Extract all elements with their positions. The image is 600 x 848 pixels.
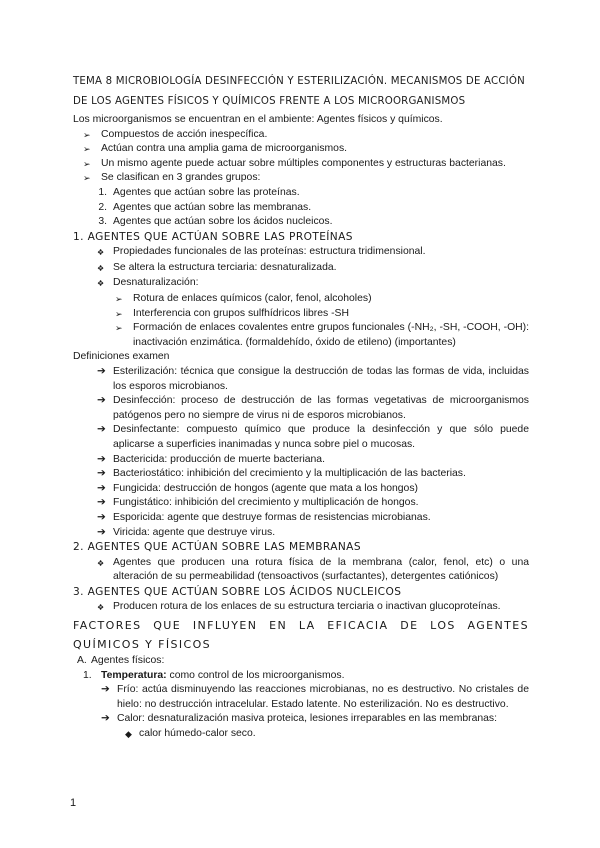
arrowhead-bullet-icon: ➢ [115,308,123,319]
document-body [73,113,529,741]
list-item: ➢ Actúan contra una amplia gama de microorganismos. [73,142,529,157]
right-arrow-icon: ➔ [97,453,106,465]
section1-heading: 1. AGENTES QUE ACTÚAN SOBRE LAS PROTEÍNAS [73,230,353,243]
definition-item: ➔ Esporicida: agente que destruye formas de resistencias microbianas. [73,511,529,526]
page-number: 1 [70,797,77,809]
right-arrow-icon: ➔ [97,497,106,509]
right-arrow-icon: ➔ [97,526,106,538]
intro-line: Los microorganismos se encuentran en el ambiente: Agentes físicos y químicos. [73,114,443,125]
definition-item: ➔ Desinfección: proceso de destrucción de las formas vegetativas de microorganismos patógenos pero no siempre de virus ni de esporos microbianos. [73,394,529,423]
diamond-bullet-icon: ❖ [97,263,105,273]
definitions-heading: Definiciones examen [73,351,170,363]
definition-item: ➔ Bactericida: producción de muerte bacteriana. [73,453,529,468]
list-item: ❖ Producen rotura de los enlaces de su estructura terciaria o inactivan glucoproteínas. [73,600,529,616]
calor-item: ➔ Calor: desnaturalización masiva proteica, lesiones irreparables en las membranas: [73,712,529,727]
definition-item: ➔ Fungistático: inhibición del crecimiento y multiplicación de hongos. [73,496,529,511]
group-list-item: 3. Agentes que actúan sobre los ácidos nucleicos. [98,216,333,228]
group-list-item: 2. Agentes que actúan sobre las membranas. [98,201,312,213]
sub-list-item: ➢ Rotura de enlaces químicos (calor, fenol, alcoholes) [73,292,529,307]
black-diamond-bullet-icon: ◆ [125,728,132,739]
right-arrow-icon: ➔ [97,511,106,523]
diamond-bullet-icon: ❖ [97,558,105,568]
arrowhead-bullet-icon: ➢ [83,158,91,169]
sub-heading-a: A. Agentes físicos: [77,654,165,666]
temperature-label: Temperatura: [101,669,167,681]
arrowhead-bullet-icon: ➢ [83,173,91,184]
frio-item: ➔ Frío: actúa disminuyendo las reacciones microbianas, no es destructivo. No cristales de hielo: no destrucción intracelular. Estado latente. No esterilización. No es destructivo. [73,683,529,712]
section2-heading: 2. AGENTES QUE ACTÚAN SOBRE LAS MEMBRANAS [73,541,361,554]
diamond-bullet-icon: ❖ [97,279,105,289]
section3-heading: 3. AGENTES QUE ACTÚAN SOBRE LOS ÁCIDOS NUCLEICOS [73,585,402,598]
list-item: ❖ Agentes que producen una rotura física de la membrana (calor, fenol, etc) o una alteración de su permeabilidad (tensoactivos (surfactantes), detergentes catiónicos) [73,556,529,585]
definition-item: ➔ Desinfectante: compuesto químico que produce la desinfección y que sólo puede aplicarse a superficies inanimadas y nunca sobre piel o mucosas. [73,423,529,452]
list-item: ❖ Propiedades funcionales de las proteínas: estructura tridimensional. [73,245,529,261]
arrowhead-bullet-icon: ➢ [115,294,123,305]
definition-item: ➔ Esterilización: técnica que consigue la destrucción de todas las formas de vida, incluidas los esporos microbianos. [73,365,529,394]
definition-item: ➔ Bacteriostático: inhibición del crecimiento y la multiplicación de las bacterias. [73,467,529,482]
right-arrow-icon: ➔ [97,424,106,436]
diamond-bullet-icon: ❖ [97,603,105,613]
list-item: ➢ Se clasifican en 3 grandes grupos: [73,171,529,186]
arrowhead-bullet-icon: ➢ [115,323,123,334]
right-arrow-icon: ➔ [97,468,106,480]
right-arrow-icon: ➔ [97,395,106,407]
diamond-bullet-icon: ❖ [97,248,105,258]
document-title: TEMA 8 MICROBIOLOGÍA DESINFECCIÓN Y ESTERILIZACIÓN. MECANISMOS DE ACCIÓN DE LOS AGENTES FÍSICOS Y QUÍMICOS FRENTE A LOS MICROORGANISMOS [73,76,525,107]
list-item: ➢ Un mismo agente puede actuar sobre múltiples componentes y estructuras bacterianas. [73,157,529,172]
group-list-item: 1. Agentes que actúan sobre las proteínas. [98,186,300,198]
definition-item: ➔ Fungicida: destrucción de hongos (agente que mata a los hongos) [73,482,529,497]
right-arrow-icon: ➔ [101,713,110,725]
factors-heading: FACTORES QUE INFLUYEN EN LA EFICACIA DE LOS AGENTES QUÍMICOS Y FÍSICOS [73,618,529,651]
arrowhead-bullet-icon: ➢ [83,144,91,155]
arrowhead-bullet-icon: ➢ [83,129,91,140]
sub-list-item: ➢ Formación de enlaces covalentes entre grupos funcionales (-NH₂, -SH, -COOH, -OH): inactivación enzimática. (formaldehído, óxido de etileno) (importantes) [73,321,529,350]
list-item: ❖ Desnaturalización: [73,276,529,292]
right-arrow-icon: ➔ [101,684,110,696]
right-arrow-icon: ➔ [97,482,106,494]
list-item: ❖ Se altera la estructura terciaria: desnaturalizada. [73,261,529,277]
calor-sub-item: ◆ calor húmedo-calor seco. [73,727,529,742]
definition-item: ➔ Viricida: agente que destruye virus. [73,526,529,541]
right-arrow-icon: ➔ [97,366,106,377]
list-item: ➢ Compuestos de acción inespecífica. [73,128,529,143]
sub-list-item: ➢ Interferencia con grupos sulfhídricos libres -SH [73,307,529,322]
temperature-item: 1. Temperatura: como control de los microorganismos. [83,669,345,681]
